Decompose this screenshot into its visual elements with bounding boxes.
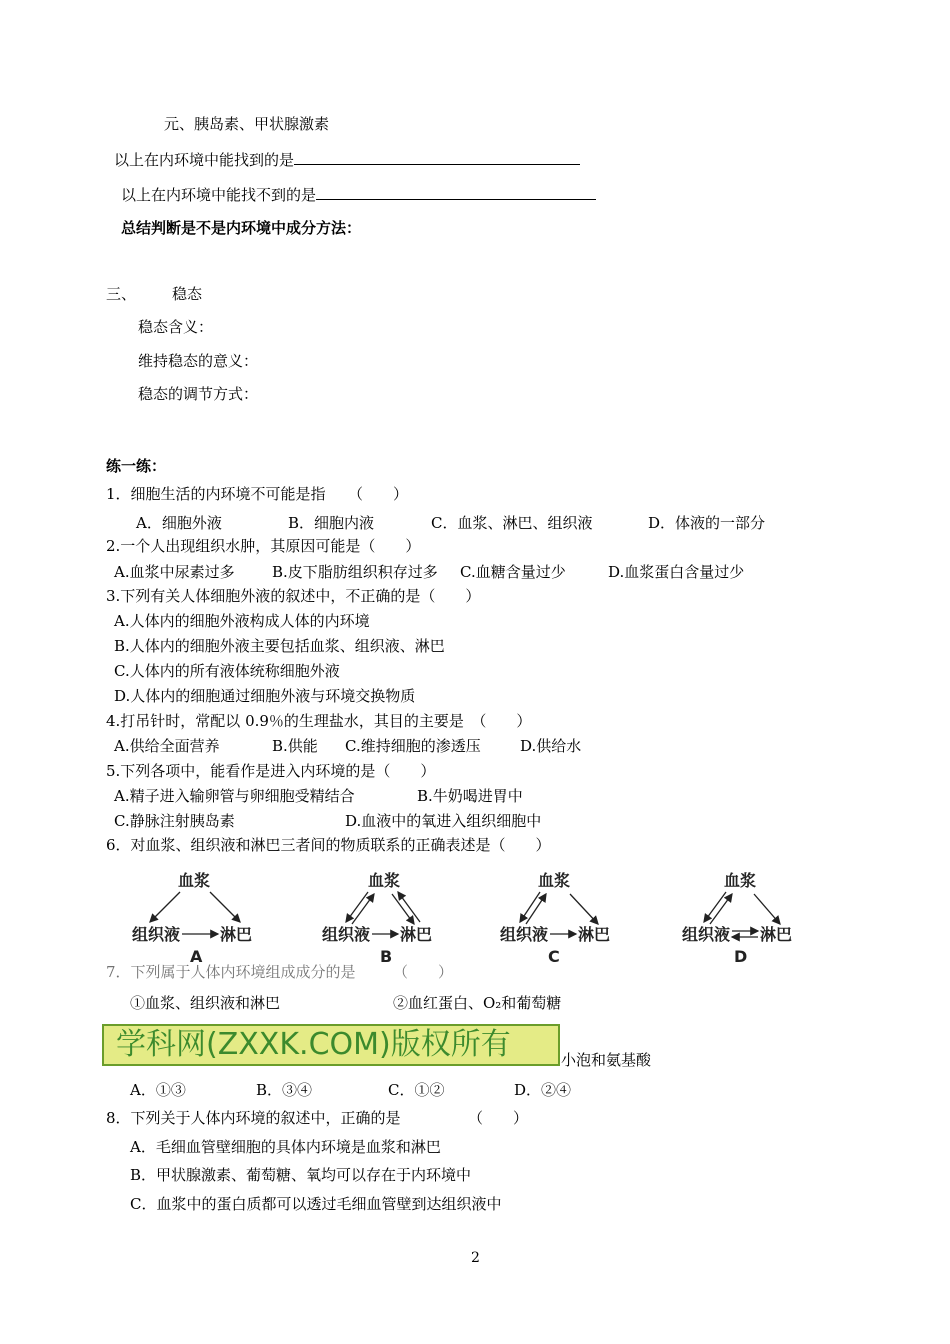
question-6: 6．对血浆、组织液和淋巴三者间的物质联系的正确表述是（ ） bbox=[106, 836, 551, 854]
q8-option-a[interactable]: A．毛细血管壁细胞的具体内环境是血浆和淋巴 bbox=[130, 1138, 441, 1156]
q4-option-b[interactable]: B.供能 bbox=[272, 737, 318, 755]
q1-option-a[interactable]: A．细胞外液 bbox=[136, 514, 222, 532]
diagram-b-plasma: 血浆 bbox=[368, 871, 401, 890]
q8-option-c[interactable]: C．血浆中的蛋白质都可以透过毛细血管壁到达组织液中 bbox=[130, 1195, 502, 1213]
diagram-b-lymph: 淋巴 bbox=[400, 925, 433, 944]
diagram-b-tissue-fluid: 组织液 bbox=[322, 925, 371, 944]
line-hormones: 元、胰岛素、甲状腺激素 bbox=[164, 115, 330, 133]
section-title: 稳态 bbox=[172, 285, 203, 303]
line-not-found bbox=[121, 183, 596, 205]
homeostasis-meaning: 稳态含义： bbox=[138, 318, 214, 336]
q8-option-b[interactable]: B．甲状腺激素、葡萄糖、氧均可以存在于内环境中 bbox=[130, 1166, 472, 1184]
q5-option-a[interactable]: A.精子进入输卵管与卵细胞受精结合 bbox=[114, 787, 355, 805]
q5-option-d[interactable]: D.血液中的氧进入组织细胞中 bbox=[345, 812, 542, 830]
q3-option-d[interactable]: D.人体内的细胞通过细胞外液与环境交换物质 bbox=[114, 687, 416, 705]
q7-option-b[interactable]: B．③④ bbox=[256, 1081, 313, 1099]
diagram-a-plasma: 血浆 bbox=[178, 871, 211, 890]
q1-option-c[interactable]: C．血浆、淋巴、组织液 bbox=[431, 514, 593, 532]
q5-option-b[interactable]: B.牛奶喝进胃中 bbox=[417, 787, 523, 805]
summary-heading: 总结判断是不是内环境中成分方法： bbox=[121, 219, 362, 237]
diagram-c[interactable] bbox=[498, 866, 628, 966]
question-4: 4.打吊针时，常配以 0.9％的生理盐水，其目的主要是 （ ） bbox=[106, 712, 532, 730]
diagram-a-tissue-fluid: 组织液 bbox=[132, 925, 181, 944]
q2-option-c[interactable]: C.血糖含量过少 bbox=[460, 563, 566, 581]
diagram-a-letter: A bbox=[190, 947, 203, 966]
line-found bbox=[114, 148, 580, 170]
q7-option-c[interactable]: C．①② bbox=[388, 1081, 445, 1099]
answer-blank-found[interactable] bbox=[294, 148, 580, 165]
q7-item-1: ①血浆、组织液和淋巴 bbox=[130, 994, 281, 1012]
diagram-a[interactable] bbox=[130, 866, 260, 966]
diagram-c-lymph: 淋巴 bbox=[578, 925, 611, 944]
question-5: 5.下列各项中，能看作是进入内环境的是（ ） bbox=[106, 762, 436, 780]
q2-option-b[interactable]: B.皮下脂肪组织积存过多 bbox=[272, 563, 438, 581]
diagram-d-lymph: 淋巴 bbox=[760, 925, 793, 944]
q3-option-c[interactable]: C.人体内的所有液体统称细胞外液 bbox=[114, 662, 340, 680]
line-not-found-text: 以上在内环境中能找不到的是 bbox=[121, 186, 317, 204]
homeostasis-significance: 维持稳态的意义： bbox=[138, 352, 259, 370]
q1-option-b[interactable]: B．细胞内液 bbox=[288, 514, 375, 532]
question-2: 2.一个人出现组织水肿，其原因可能是（ ） bbox=[106, 537, 421, 555]
q4-option-a[interactable]: A.供给全面营养 bbox=[114, 737, 220, 755]
diagram-a-lymph: 淋巴 bbox=[220, 925, 253, 944]
section-number: 三、 bbox=[106, 285, 137, 303]
diagram-c-plasma: 血浆 bbox=[538, 871, 571, 890]
line-found-text: 以上在内环境中能找到的是 bbox=[114, 151, 295, 169]
diagram-b[interactable] bbox=[320, 866, 450, 966]
diagram-d-plasma: 血浆 bbox=[724, 871, 757, 890]
q5-option-c[interactable]: C.静脉注射胰岛素 bbox=[114, 812, 235, 830]
diagram-d[interactable] bbox=[680, 866, 810, 966]
question-1: 1．细胞生活的内环境不可能是指 （ ） bbox=[106, 485, 409, 503]
q7-item-2: ②血红蛋白、O₂和葡萄糖 bbox=[393, 994, 562, 1012]
q2-option-a[interactable]: A.血浆中尿素过多 bbox=[114, 563, 235, 581]
q7-option-d[interactable]: D．②④ bbox=[514, 1081, 572, 1099]
q3-option-a[interactable]: A.人体内的细胞外液构成人体的内环境 bbox=[114, 612, 370, 630]
q3-option-b[interactable]: B.人体内的细胞外液主要包括血浆、组织液、淋巴 bbox=[114, 637, 445, 655]
homeostasis-regulation: 稳态的调节方式： bbox=[138, 385, 259, 403]
diagram-c-letter: C bbox=[548, 947, 560, 966]
diagram-d-letter: D bbox=[734, 947, 748, 966]
diagram-d-tissue-fluid: 组织液 bbox=[682, 925, 731, 944]
q4-option-c[interactable]: C.维持细胞的渗透压 bbox=[345, 737, 481, 755]
q4-option-d[interactable]: D.供给水 bbox=[520, 737, 582, 755]
diagram-c-tissue-fluid: 组织液 bbox=[500, 925, 549, 944]
practice-heading: 练一练： bbox=[106, 457, 167, 475]
q2-option-d[interactable]: D.血浆蛋白含量过少 bbox=[608, 563, 745, 581]
q7-option-a[interactable]: A．①③ bbox=[130, 1081, 186, 1099]
answer-blank-not-found[interactable] bbox=[316, 183, 596, 200]
diagram-b-letter: B bbox=[380, 947, 393, 966]
question-7: 7．下列属于人体内环境组成成分的是 （ ） bbox=[106, 963, 454, 981]
question-8: 8．下列关于人体内环境的叙述中，正确的是 （ ） bbox=[106, 1109, 529, 1127]
q1-option-d[interactable]: D．体液的一部分 bbox=[648, 514, 766, 532]
page-number: 2 bbox=[471, 1250, 480, 1266]
question-3: 3.下列有关人体细胞外液的叙述中，不正确的是（ ） bbox=[106, 587, 481, 605]
watermark-banner: 学科网(ZXXK.COM)版权所有 bbox=[102, 1024, 560, 1066]
q7-item-4-tail: 小泡和氨基酸 bbox=[561, 1051, 652, 1069]
